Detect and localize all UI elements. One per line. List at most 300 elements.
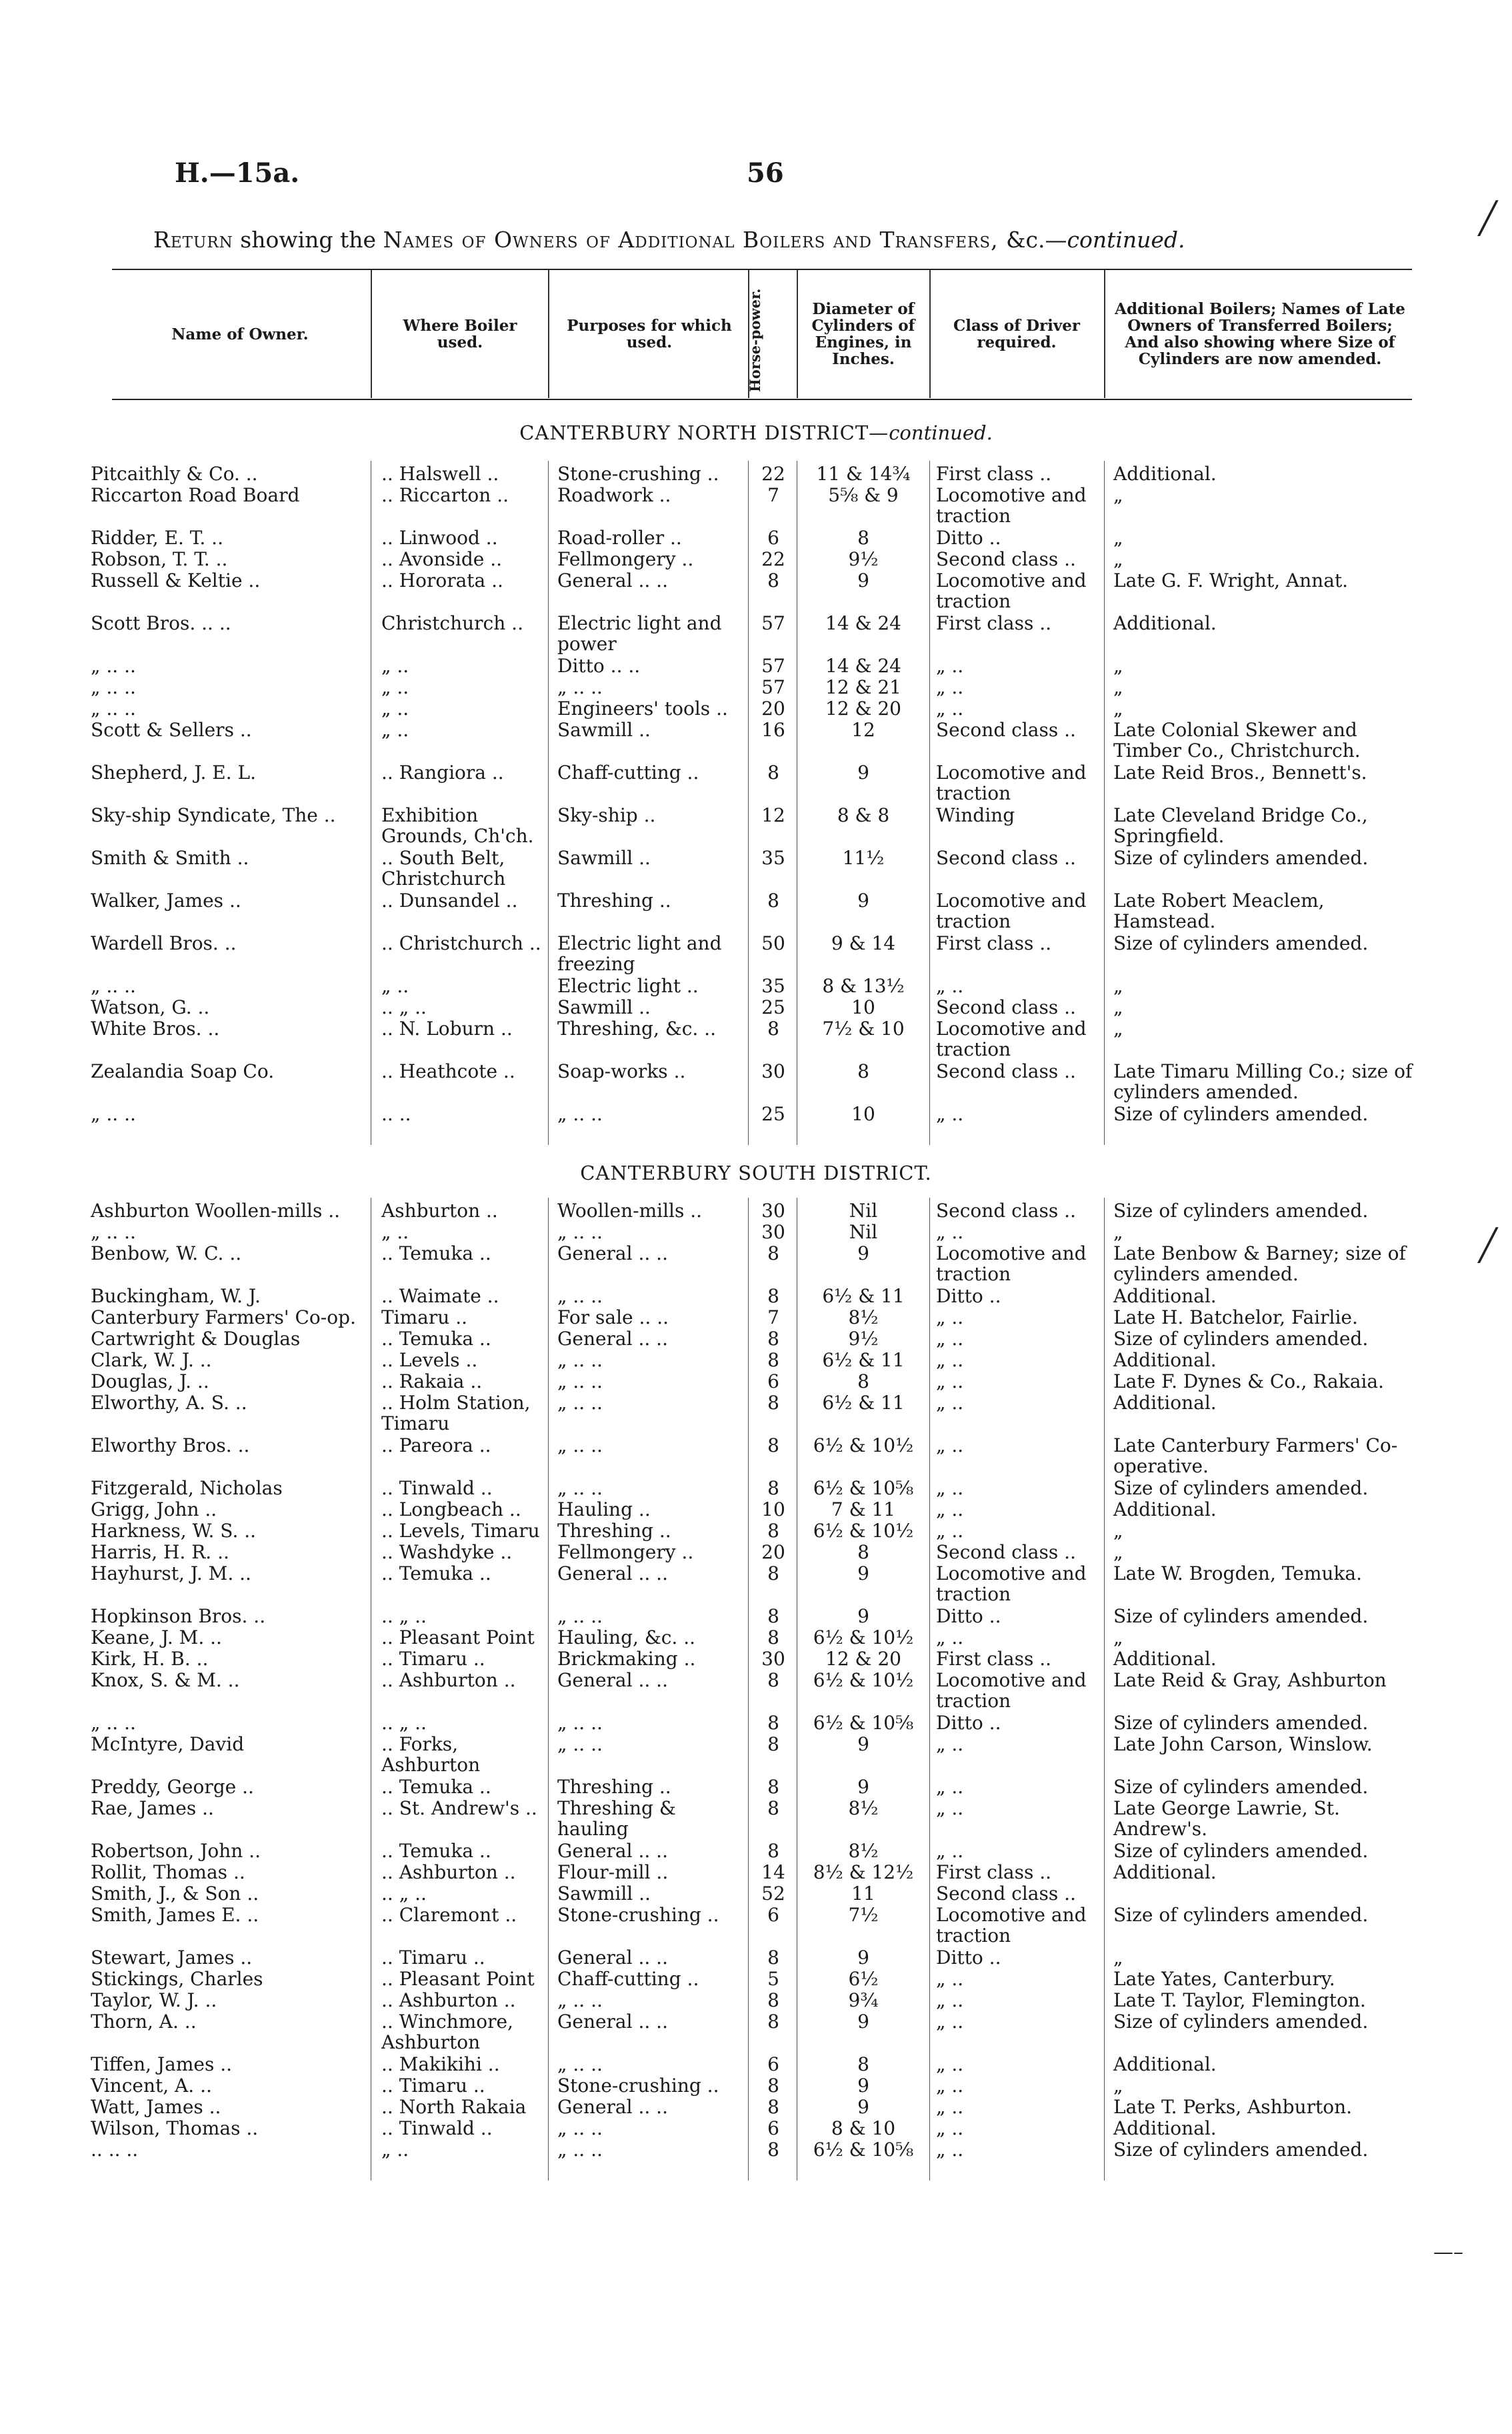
cell-add: Late F. Dynes & Co., Rakaia. bbox=[1113, 1370, 1384, 1392]
cell-where: .. „ .. bbox=[381, 996, 427, 1018]
cell-diam: 6½ & 10⅝ bbox=[813, 1477, 914, 1499]
cell-hp: 22 bbox=[761, 548, 785, 570]
cell-diam: 9½ bbox=[848, 1328, 879, 1350]
margin-mark: —– bbox=[1433, 2241, 1463, 2264]
cell-where: .. Timaru .. bbox=[381, 1947, 485, 1969]
cell-diam: 6½ & 10½ bbox=[813, 1434, 914, 1456]
cell-cls: „ .. bbox=[936, 1776, 964, 1798]
cell-diam: 6½ & 11 bbox=[822, 1285, 905, 1307]
cell-add: „ bbox=[1113, 1018, 1123, 1040]
cell-hp: 25 bbox=[761, 996, 785, 1018]
cell-add: Late George Lawrie, St. Andrew's. bbox=[1113, 1797, 1340, 1840]
cell-cls: „ .. bbox=[936, 1840, 964, 1862]
col-header-where: Where Boiler used. bbox=[403, 317, 517, 351]
cell-where: Ashburton .. bbox=[381, 1200, 498, 1222]
cell-cls: Second class .. bbox=[936, 996, 1076, 1018]
cell-name: McIntyre, David bbox=[91, 1733, 245, 1755]
cell-cls: Second class .. bbox=[936, 1060, 1076, 1082]
cell-purpose: „ .. .. bbox=[557, 1370, 603, 1392]
cell-hp: 8 bbox=[767, 1018, 779, 1040]
page-number: 56 bbox=[747, 157, 784, 189]
cell-diam: 6½ & 10⅝ bbox=[813, 2139, 914, 2161]
cell-add: Late Benbow & Barney; size of cylinders amended. bbox=[1113, 1242, 1406, 1285]
cell-diam: 9 bbox=[857, 1776, 869, 1798]
cell-add: Additional. bbox=[1113, 1392, 1217, 1414]
cell-diam: 9 bbox=[857, 2075, 869, 2097]
cell-cls: „ .. bbox=[936, 1306, 964, 1328]
cell-name: „ .. .. bbox=[91, 698, 136, 720]
cell-where: „ .. bbox=[381, 655, 409, 677]
cell-add: Additional. bbox=[1113, 463, 1217, 485]
section-south bbox=[0, 1162, 1512, 1184]
cell-add: Late Reid Bros., Bennett's. bbox=[1113, 762, 1367, 784]
cell-name: „ .. .. bbox=[91, 676, 136, 698]
margin-mark: ╱ bbox=[1479, 1227, 1497, 1263]
cell-add: Size of cylinders amended. bbox=[1113, 2011, 1369, 2033]
cell-name: Taylor, W. J. .. bbox=[91, 1989, 217, 2011]
cell-diam: 10 bbox=[851, 1103, 875, 1125]
cell-diam: 14 & 24 bbox=[825, 655, 901, 677]
cell-add: Additional. bbox=[1113, 1498, 1217, 1520]
cell-diam: 12 & 21 bbox=[825, 676, 901, 698]
cell-name: Pitcaithly & Co. .. bbox=[91, 463, 258, 485]
cell-add: Late H. Batchelor, Fairlie. bbox=[1113, 1306, 1358, 1328]
cell-where: .. Ashburton .. bbox=[381, 1669, 516, 1691]
cell-add: Additional. bbox=[1113, 1349, 1217, 1371]
cell-cls: „ .. bbox=[936, 1968, 964, 1990]
cell-diam: 9 bbox=[857, 1605, 869, 1627]
cell-diam: 8 bbox=[857, 1370, 869, 1392]
cell-diam: 8½ bbox=[848, 1306, 879, 1328]
title-etc: &c.— bbox=[1006, 227, 1067, 253]
cell-name: Douglas, J. .. bbox=[91, 1370, 209, 1392]
cell-hp: 8 bbox=[767, 762, 779, 784]
cell-diam: 11½ bbox=[842, 847, 885, 869]
cell-add: Size of cylinders amended. bbox=[1113, 1904, 1369, 1926]
section-north bbox=[0, 421, 1512, 444]
cell-name: Canterbury Farmers' Co-op. bbox=[91, 1306, 356, 1328]
cell-hp: 12 bbox=[761, 804, 785, 826]
cell-hp: 8 bbox=[767, 1989, 779, 2011]
cell-hp: 6 bbox=[767, 1904, 779, 1926]
cell-hp: 8 bbox=[767, 1626, 779, 1648]
cell-purpose: General .. .. bbox=[557, 1242, 668, 1264]
cell-hp: 6 bbox=[767, 527, 779, 549]
cell-name: Ridder, E. T. .. bbox=[91, 527, 223, 549]
cell-add: Late Reid & Gray, Ashburton bbox=[1113, 1669, 1387, 1691]
cell-name: Smith, James E. .. bbox=[91, 1904, 259, 1926]
cell-name: Russell & Keltie .. bbox=[91, 569, 261, 591]
cell-where: Timaru .. bbox=[381, 1306, 467, 1328]
cell-purpose: Road-roller .. bbox=[557, 527, 682, 549]
cell-hp: 30 bbox=[761, 1200, 785, 1222]
cell-add: Size of cylinders amended. bbox=[1113, 1776, 1369, 1798]
cell-diam: 8 bbox=[857, 1060, 869, 1082]
cell-purpose: Ditto .. .. bbox=[557, 655, 641, 677]
cell-purpose: „ .. .. bbox=[557, 1989, 603, 2011]
cell-name: Zealandia Soap Co. bbox=[91, 1060, 275, 1082]
cell-where: .. Halswell .. bbox=[381, 463, 499, 485]
cell-diam: 11 & 14¾ bbox=[816, 463, 911, 485]
cell-hp: 8 bbox=[767, 1349, 779, 1371]
cell-hp: 8 bbox=[767, 2096, 779, 2118]
cell-hp: 8 bbox=[767, 569, 779, 591]
cell-where: „ .. bbox=[381, 1221, 409, 1243]
cell-cls: „ .. bbox=[936, 2117, 964, 2139]
cell-diam: 9 bbox=[857, 1733, 869, 1755]
cell-where: .. Holm Station, Timaru bbox=[381, 1392, 531, 1434]
cell-hp: 35 bbox=[761, 847, 785, 869]
cell-diam: 7½ & 10 bbox=[822, 1018, 905, 1040]
cell-add: Additional. bbox=[1113, 1648, 1217, 1670]
title-showing: showing the bbox=[233, 227, 383, 253]
cell-purpose: Stone-crushing .. bbox=[557, 2075, 719, 2097]
cell-cls: „ .. bbox=[936, 1103, 964, 1125]
cell-add: „ bbox=[1113, 1541, 1123, 1563]
cell-diam: 14 & 24 bbox=[825, 612, 901, 634]
margin-mark: ╱ bbox=[1479, 200, 1497, 236]
cell-where: .. .. bbox=[381, 1103, 411, 1125]
cell-diam: Nil bbox=[849, 1200, 878, 1222]
cell-purpose: „ .. .. bbox=[557, 2053, 603, 2075]
cell-purpose: Electric light and freezing bbox=[557, 932, 722, 975]
cell-where: .. Ashburton .. bbox=[381, 1989, 516, 2011]
cell-purpose: „ .. .. bbox=[557, 2117, 603, 2139]
cell-hp: 6 bbox=[767, 2053, 779, 2075]
cell-cls: „ .. bbox=[936, 2011, 964, 2033]
cell-add: „ bbox=[1113, 527, 1123, 549]
cell-hp: 20 bbox=[761, 1541, 785, 1563]
cell-cls: „ .. bbox=[936, 1989, 964, 2011]
cell-diam: 9½ bbox=[848, 548, 879, 570]
cell-add: Size of cylinders amended. bbox=[1113, 1103, 1369, 1125]
cell-add: Late T. Perks, Ashburton. bbox=[1113, 2096, 1353, 2118]
cell-purpose: „ .. .. bbox=[557, 2139, 603, 2161]
cell-purpose: „ .. .. bbox=[557, 1477, 603, 1499]
cell-where: Christchurch .. bbox=[381, 612, 523, 634]
cell-add: Late Canterbury Farmers' Co-operative. bbox=[1113, 1434, 1398, 1477]
cell-name: Tiffen, James .. bbox=[91, 2053, 233, 2075]
cell-cls: Second class .. bbox=[936, 1541, 1076, 1563]
cell-hp: 22 bbox=[761, 463, 785, 485]
cell-purpose: Chaff-cutting .. bbox=[557, 1968, 699, 1990]
cell-purpose: General .. .. bbox=[557, 2011, 668, 2033]
cell-hp: 8 bbox=[767, 1840, 779, 1862]
cell-add: Size of cylinders amended. bbox=[1113, 847, 1369, 869]
cell-cls: „ .. bbox=[936, 1477, 964, 1499]
cell-add: „ bbox=[1113, 2075, 1123, 2097]
cell-hp: 8 bbox=[767, 1562, 779, 1584]
cell-name: White Bros. .. bbox=[91, 1018, 220, 1040]
cell-where: .. Tinwald .. bbox=[381, 1477, 493, 1499]
cell-cls: Locomotive and traction bbox=[936, 762, 1087, 804]
cell-name: Benbow, W. C. .. bbox=[91, 1242, 242, 1264]
cell-add: „ bbox=[1113, 996, 1123, 1018]
cell-add: Late G. F. Wright, Annat. bbox=[1113, 569, 1349, 591]
cell-cls: Locomotive and traction bbox=[936, 1018, 1087, 1060]
cell-cls: Winding bbox=[936, 804, 1015, 826]
cell-purpose: Fellmongery .. bbox=[557, 548, 694, 570]
cell-purpose: „ .. .. bbox=[557, 1221, 603, 1243]
cell-name: Preddy, George .. bbox=[91, 1776, 254, 1798]
cell-hp: 8 bbox=[767, 2075, 779, 2097]
col-header-hp: Horse-power. bbox=[747, 288, 763, 392]
cell-where: .. Temuka .. bbox=[381, 1242, 491, 1264]
cell-cls: Locomotive and traction bbox=[936, 1904, 1087, 1947]
cell-cls: Ditto .. bbox=[936, 1605, 1001, 1627]
cell-cls: Second class .. bbox=[936, 847, 1076, 869]
cell-diam: 5⅝ & 9 bbox=[828, 484, 899, 506]
cell-where: .. Pleasant Point bbox=[381, 1968, 535, 1990]
cell-add: „ bbox=[1113, 676, 1123, 698]
cell-purpose: General .. .. bbox=[557, 1947, 668, 1969]
cell-where: .. Temuka .. bbox=[381, 1328, 491, 1350]
north-column-divider bbox=[748, 461, 749, 1145]
cell-where: .. Pleasant Point bbox=[381, 1626, 535, 1648]
cell-diam: 8 bbox=[857, 1541, 869, 1563]
cell-diam: 12 bbox=[851, 719, 875, 741]
cell-diam: 9 bbox=[857, 1947, 869, 1969]
cell-name: Smith & Smith .. bbox=[91, 847, 249, 869]
cell-purpose: Sky-ship .. bbox=[557, 804, 656, 826]
cell-diam: 6½ & 10⅝ bbox=[813, 1712, 914, 1734]
cell-add: Late T. Taylor, Flemington. bbox=[1113, 1989, 1366, 2011]
cell-hp: 7 bbox=[767, 1306, 779, 1328]
cell-add: Late John Carson, Winslow. bbox=[1113, 1733, 1373, 1755]
cell-name: Stewart, James .. bbox=[91, 1947, 253, 1969]
cell-where: .. Washdyke .. bbox=[381, 1541, 513, 1563]
cell-where: .. Temuka .. bbox=[381, 1840, 491, 1862]
cell-cls: „ .. bbox=[936, 1626, 964, 1648]
cell-name: Riccarton Road Board bbox=[91, 484, 300, 506]
cell-purpose: Brickmaking .. bbox=[557, 1648, 696, 1670]
cell-cls: Second class .. bbox=[936, 548, 1076, 570]
cell-diam: 6½ & 11 bbox=[822, 1392, 905, 1414]
cell-cls: Second class .. bbox=[936, 1883, 1076, 1905]
col-header-additional: Additional Boilers; Names of Late Owners of Transferred Boilers; And also showing where Size of Cylinders are now amended. bbox=[1115, 300, 1405, 368]
cell-cls: „ .. bbox=[936, 1434, 964, 1456]
cell-name: Fitzgerald, Nicholas bbox=[91, 1477, 283, 1499]
cell-name: Kirk, H. B. .. bbox=[91, 1648, 209, 1670]
cell-where: .. N. Loburn .. bbox=[381, 1018, 513, 1040]
cell-purpose: Threshing .. bbox=[557, 1776, 671, 1798]
cell-where: .. „ .. bbox=[381, 1712, 427, 1734]
cell-add: Size of cylinders amended. bbox=[1113, 1712, 1369, 1734]
cell-cls: „ .. bbox=[936, 975, 964, 997]
cell-where: „ .. bbox=[381, 698, 409, 720]
cell-cls: „ .. bbox=[936, 1328, 964, 1350]
cell-cls: Second class .. bbox=[936, 1200, 1076, 1222]
cell-hp: 8 bbox=[767, 2011, 779, 2033]
cell-diam: 8½ bbox=[848, 1840, 879, 1862]
cell-diam: 9¾ bbox=[848, 1989, 879, 2011]
cell-hp: 8 bbox=[767, 1605, 779, 1627]
cell-cls: Locomotive and traction bbox=[936, 890, 1087, 932]
cell-hp: 6 bbox=[767, 1370, 779, 1392]
cell-hp: 57 bbox=[761, 612, 785, 634]
north-column-divider bbox=[1104, 461, 1105, 1145]
cell-hp: 14 bbox=[761, 1861, 785, 1883]
cell-where: .. Claremont .. bbox=[381, 1904, 517, 1926]
south-column-divider bbox=[1104, 1198, 1105, 2181]
cell-purpose: Stone-crushing .. bbox=[557, 1904, 719, 1926]
cell-purpose: „ .. .. bbox=[557, 1733, 603, 1755]
cell-cls: „ .. bbox=[936, 1733, 964, 1755]
cell-hp: 8 bbox=[767, 1434, 779, 1456]
cell-hp: 20 bbox=[761, 698, 785, 720]
cell-name: Buckingham, W. J. bbox=[91, 1285, 261, 1307]
cell-where: .. North Rakaia bbox=[381, 2096, 527, 2118]
cell-name: Grigg, John .. bbox=[91, 1498, 217, 1520]
cell-where: .. Temuka .. bbox=[381, 1776, 491, 1798]
cell-purpose: Threshing .. bbox=[557, 1520, 671, 1542]
cell-purpose: Sawmill .. bbox=[557, 847, 651, 869]
cell-purpose: „ .. .. bbox=[557, 1349, 603, 1371]
cell-name: Thorn, A. .. bbox=[91, 2011, 197, 2033]
cell-where: .. Hororata .. bbox=[381, 569, 503, 591]
cell-diam: 6½ & 10½ bbox=[813, 1520, 914, 1542]
header-divider bbox=[371, 270, 372, 398]
cell-cls: Locomotive and traction bbox=[936, 484, 1087, 527]
cell-hp: 30 bbox=[761, 1648, 785, 1670]
cell-diam: 9 & 14 bbox=[831, 932, 896, 954]
cell-hp: 8 bbox=[767, 1520, 779, 1542]
cell-add: Size of cylinders amended. bbox=[1113, 1328, 1369, 1350]
cell-hp: 50 bbox=[761, 932, 785, 954]
cell-purpose: „ .. .. bbox=[557, 1285, 603, 1307]
cell-hp: 8 bbox=[767, 1733, 779, 1755]
cell-add: Late W. Brogden, Temuka. bbox=[1113, 1562, 1362, 1584]
cell-where: .. Tinwald .. bbox=[381, 2117, 493, 2139]
cell-cls: Ditto .. bbox=[936, 1285, 1001, 1307]
cell-diam: 10 bbox=[851, 996, 875, 1018]
cell-cls: Locomotive and traction bbox=[936, 1562, 1087, 1605]
cell-where: .. Waimate .. bbox=[381, 1285, 499, 1307]
cell-cls: „ .. bbox=[936, 1349, 964, 1371]
cell-purpose: „ .. .. bbox=[557, 1712, 603, 1734]
cell-cls: „ .. bbox=[936, 655, 964, 677]
cell-name: Watt, James .. bbox=[91, 2096, 221, 2118]
section-north-suffix: continued. bbox=[889, 421, 993, 444]
cell-cls: „ .. bbox=[936, 2139, 964, 2161]
cell-purpose: Fellmongery .. bbox=[557, 1541, 694, 1563]
cell-name: Stickings, Charles bbox=[91, 1968, 263, 1990]
cell-add: Size of cylinders amended. bbox=[1113, 1605, 1369, 1627]
cell-name: Rae, James .. bbox=[91, 1797, 214, 1819]
cell-where: .. „ .. bbox=[381, 1883, 427, 1905]
cell-purpose: Electric light and power bbox=[557, 612, 722, 655]
cell-add: Size of cylinders amended. bbox=[1113, 1840, 1369, 1862]
cell-add: Late Robert Meaclem, Hamstead. bbox=[1113, 890, 1325, 932]
cell-purpose: Threshing, &c. .. bbox=[557, 1018, 716, 1040]
north-column-divider bbox=[929, 461, 930, 1145]
cell-add: Late Cleveland Bridge Co., Springfield. bbox=[1113, 804, 1368, 847]
cell-purpose: Soap-works .. bbox=[557, 1060, 686, 1082]
cell-add: Size of cylinders amended. bbox=[1113, 1200, 1369, 1222]
parliamentary-paper-ref: H.—15a. bbox=[175, 157, 300, 189]
cell-cls: First class .. bbox=[936, 463, 1052, 485]
cell-name: Scott & Sellers .. bbox=[91, 719, 252, 741]
cell-where: Exhibition Grounds, Ch'ch. bbox=[381, 804, 534, 847]
col-header-name: Name of Owner. bbox=[171, 325, 309, 343]
cell-hp: 35 bbox=[761, 975, 785, 997]
cell-purpose: General .. .. bbox=[557, 569, 668, 591]
cell-purpose: Threshing .. bbox=[557, 890, 671, 912]
cell-purpose: „ .. .. bbox=[557, 1605, 603, 1627]
cell-diam: 9 bbox=[857, 890, 869, 912]
cell-purpose: General .. .. bbox=[557, 1669, 668, 1691]
cell-where: .. „ .. bbox=[381, 1605, 427, 1627]
title-return: Return bbox=[153, 227, 233, 253]
cell-where: .. Linwood .. bbox=[381, 527, 498, 549]
cell-cls: Ditto .. bbox=[936, 1712, 1001, 1734]
cell-hp: 10 bbox=[761, 1498, 785, 1520]
cell-purpose: „ .. .. bbox=[557, 676, 603, 698]
cell-where: .. Pareora .. bbox=[381, 1434, 491, 1456]
cell-name: Wardell Bros. .. bbox=[91, 932, 237, 954]
cell-diam: 9 bbox=[857, 762, 869, 784]
cell-purpose: Electric light .. bbox=[557, 975, 699, 997]
header-divider bbox=[1104, 270, 1105, 398]
cell-purpose: Stone-crushing .. bbox=[557, 463, 719, 485]
cell-purpose: Roadwork .. bbox=[557, 484, 671, 506]
cell-cls: „ .. bbox=[936, 1370, 964, 1392]
cell-name: Wilson, Thomas .. bbox=[91, 2117, 259, 2139]
cell-add: Additional. bbox=[1113, 612, 1217, 634]
cell-hp: 8 bbox=[767, 1776, 779, 1798]
cell-where: .. Temuka .. bbox=[381, 1562, 491, 1584]
cell-add: „ bbox=[1113, 1520, 1123, 1542]
header-divider bbox=[929, 270, 931, 398]
cell-name: Harkness, W. S. .. bbox=[91, 1520, 257, 1542]
south-column-divider bbox=[929, 1198, 930, 2181]
cell-add: „ bbox=[1113, 484, 1123, 506]
cell-diam: 9 bbox=[857, 1242, 869, 1264]
cell-hp: 7 bbox=[767, 484, 779, 506]
cell-purpose: Threshing & hauling bbox=[557, 1797, 676, 1840]
cell-name: Ashburton Woollen-mills .. bbox=[91, 1200, 341, 1222]
cell-where: .. South Belt, Christchurch bbox=[381, 847, 506, 890]
north-column-divider bbox=[548, 461, 549, 1145]
cell-name: „ .. .. bbox=[91, 975, 136, 997]
cell-add: Size of cylinders amended. bbox=[1113, 932, 1369, 954]
cell-diam: 8½ & 12½ bbox=[813, 1861, 914, 1883]
cell-where: „ .. bbox=[381, 2139, 409, 2161]
cell-name: „ .. .. bbox=[91, 1221, 136, 1243]
section-south-title: CANTERBURY SOUTH DISTRICT. bbox=[580, 1162, 932, 1184]
cell-where: .. Forks, Ashburton bbox=[381, 1733, 481, 1776]
cell-hp: 8 bbox=[767, 1797, 779, 1819]
col-header-diameter: Diameter of Cylinders of Engines, in Inches. bbox=[811, 300, 915, 368]
cell-cls: „ .. bbox=[936, 1498, 964, 1520]
cell-name: Sky-ship Syndicate, The .. bbox=[91, 804, 336, 826]
cell-purpose: Chaff-cutting .. bbox=[557, 762, 699, 784]
cell-where: .. Levels, Timaru bbox=[381, 1520, 540, 1542]
cell-cls: Locomotive and traction bbox=[936, 569, 1087, 612]
cell-diam: 8 bbox=[857, 2053, 869, 2075]
cell-name: .. .. .. bbox=[91, 2139, 139, 2161]
cell-name: „ .. .. bbox=[91, 1712, 136, 1734]
cell-add: Late Timaru Milling Co.; size of cylinders amended. bbox=[1113, 1060, 1413, 1103]
cell-where: .. Avonside .. bbox=[381, 548, 503, 570]
cell-add: Size of cylinders amended. bbox=[1113, 2139, 1369, 2161]
cell-where: „ .. bbox=[381, 676, 409, 698]
title-names: Names bbox=[383, 227, 455, 253]
title-continued: continued. bbox=[1067, 227, 1185, 253]
cell-name: Hopkinson Bros. .. bbox=[91, 1605, 266, 1627]
header-bottom-rule bbox=[112, 399, 1412, 400]
cell-purpose: General .. .. bbox=[557, 2096, 668, 2118]
